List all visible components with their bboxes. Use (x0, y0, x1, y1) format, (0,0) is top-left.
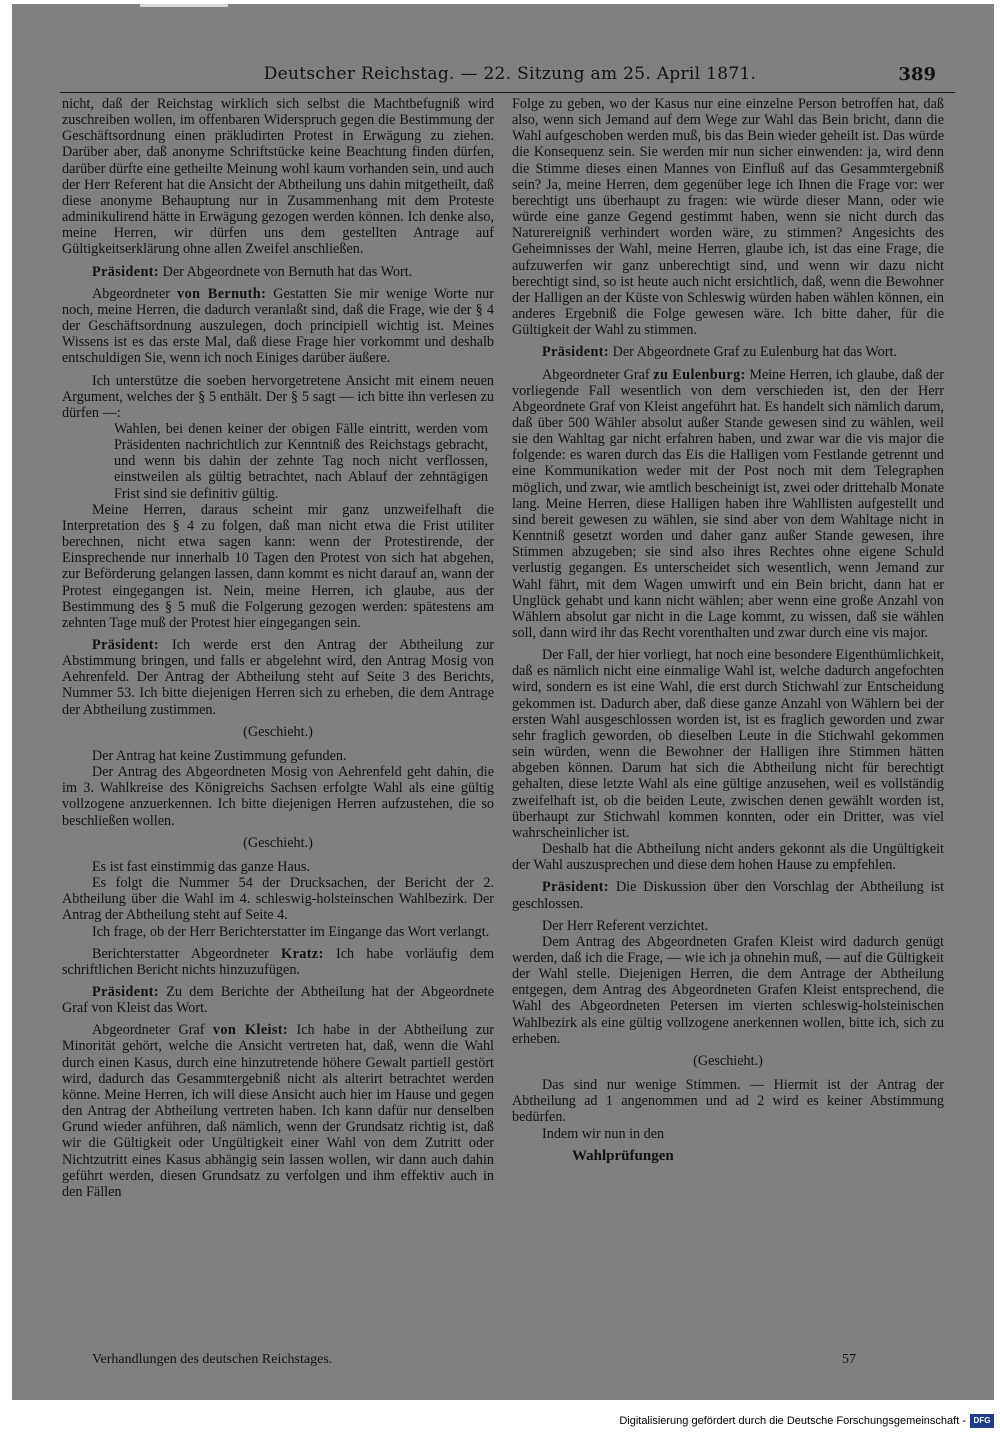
header-rule (60, 92, 955, 93)
speech-text: Ich habe in der Abtheilung zur Minorität gehört, welche die Ansicht vertreten hat, daß, wenn die Wahl durch einen Kasus, durch eine hinzutretende höhere Gewalt partiell gestört wird, dadurch das Gesammtergebniß nicht als alterirt betrachtet werden könne. Meine Herren, ich will diese Ansicht auch hier im Hause und gegen den Antrag der Abtheilung vertreten haben. Ich kann dafür nur denselben Grund wieder anführen, daß nämlich, wenn der Grundsatz richtig ist, daß wir die Gültigkeit oder Ungültigkeit einer Wahl von dem Zutritt oder Nichtzutritt eines Kasus abhängig sein lassen wollen, wir dann auch dahin geführt werden, diesen Grundsatz zu verfolgen und ihm effektiv auch in den Fällen (62, 1022, 495, 1200)
speech-paragraph (62, 264, 494, 280)
quoted-rule: Wahlen, bei denen keiner der obigen Fälle eintritt, werden vom Präsidenten nachrichtlich zur Kenntniß des Reichstags gebracht, und wenn bis dahin der zehnte Tag noch nicht verflossen, einstweilen als gültig betrachtet, nach Ablauf der zehntägigen Frist sind sie definitiv gültig. (114, 420, 488, 502)
speech-paragraph (512, 344, 944, 360)
paragraph: Der Herr Referent verzichtet. (542, 917, 709, 934)
speaker-name: von Bernuth: (177, 285, 267, 302)
continued-paragraph: Folge zu geben, wo der Kasus nur eine einzelne Person betroffen hat, daß also, wenn sich Jemand auf dem Wege zur Wahl das Bein bricht, dann die Wahl aufgeschoben werden muß, bis das Bein wieder geheilt ist. Das würde die Konsequenz sein. Sie werden mir nun sicher einwenden: ja, wird denn die Stimme dieses einen Mannes von Einfluß auf das Gesammtergebniß sein? Ja, meine Herren, dem gegenüber lege ich Ihnen die Frage vor: wer berechtigt uns überhaupt zu fragen: wie würde dieser Mann, oder wie würde eine ganze Gegend gestimmt haben, wenn sie nicht durch das Naturereigniß verhindert worden wäre, zu stimmen? Angesichts des Geheimnisses der Wahl, meine Herren, glaube ich, ist das eine Frage, die aufzuwerfen wir ganz unberechtigt sind, und wenn wir dazu nicht berechtigt sind, so ist heute auch nicht ersichtlich, daß, wenn die Bewohner der Halligen an der Küste von Schleswig würden haben wählen können, ein anderes Ergebniß die Folge gewesen wäre. Ich bitte daher, für die Gültigkeit der Wahl zu stimmen. (512, 96, 944, 339)
right-column (512, 96, 944, 1170)
speech-paragraph (62, 946, 494, 978)
page-number: 389 (898, 64, 936, 85)
speech-text: Der Abgeordnete Graf zu Eulenburg hat das Wort. (612, 344, 897, 361)
paragraph: Es folgt die Nummer 54 der Drucksachen, der Bericht der 2. Abtheilung über die Wahl im 4. schleswig-holsteinschen Wahlbezirk. Der Antrag der Abtheilung steht auf Seite 4. (62, 875, 494, 924)
speech-text: Zu dem Berichte der Abtheilung hat der Abgeordnete Graf von Kleist das Wort. (62, 983, 494, 1017)
speech-paragraph (512, 367, 944, 642)
speaker-prefix: Abgeordneter Graf (542, 366, 650, 383)
paragraph: Der Antrag des Abgeordneten Mosig von Aehrenfeld geht dahin, die im 3. Wahlkreise des Königreichs Sachsen erfolgte Wahl als eine gültig vollzogene anzuerkennen. Ich bitte diejenigen Herren aufzustehen, die so beschließen wollen. (62, 764, 494, 829)
stage-direction: (Geschieht.) (693, 1052, 763, 1069)
paragraph: Es ist fast einstimmig das ganze Haus. (92, 858, 310, 875)
paragraph: Meine Herren, daraus scheint mir ganz unzweifelhaft die Interpretation des § 4 zu folgen, daß man nicht etwa die Frist utiliter berechnen, nicht etwa sagen kann: wenn der Protestirende, der Einsprechende nur innerhalb 10 Tagen den Protest von sich hat abgehen, zur Beförderung gelangen lassen, dann kommt es nicht darauf an, wann der Protest eingegangen ist. Nein, meine Herren, ich glaube, aus der Bestimmung des § 5 muß die Folgerung gezogen werden: spätestens am zehnten Tage muß der Protest hier eingegangen sein. (62, 501, 494, 631)
speech-text: Meine Herren, ich glaube, daß der vorliegende Fall wesentlich von dem verschieden ist, den der Herr Abgeordnete Graf von Kleist angeführt hat. Es handelt sich nämlich darum, daß über 500 Wähler absolut außer Stande gewesen sind zu wählen, weil sie den Wahltag gar nicht erfahren haben, und zwar war die vis major die folgende: es waren durch das Eis die Halligen vom Festlande getrennt und eine Kommunikation weder mit der Post noch mit dem Telegraphen möglich, und zwar, wie amtlich bescheinigt ist, zwei oder drittehalb Monate lang. Meine Herren, diese Halligen haben ihre Wahllisten aufgestellt und sind bereit gewesen zu wählen, sie sind aber von dem Wahltage nicht in Kenntniß gesetzt worden und daher ganz außer Stande gewesen, ihre Stimmen abzugeben; sie sind also ihres Rechtes ohne eigene Schuld verlustig gegangen. Es unterscheidet sich wesentlich, wenn Jemand zur Wahl fährt, mit dem Wagen umwirft und ein Bein bricht, dann hat er Unglück gehabt und kann nicht wählen; aber wenn eine große Anzahl von Wählern absolut gar nicht in die Lage kommt, zu wissen, daß sie wählen soll, dann wird ihr das Recht vorenthalten und zwar durch eine vis major. (512, 366, 944, 641)
speaker-name: Präsident: (542, 879, 610, 896)
page-header (70, 62, 950, 90)
speech-text: Ich werde erst den Antrag der Abtheilung zur Abstimmung bringen, und falls er abgelehnt wird, den Antrag Mosig von Aehrenfeld. Der Antrag der Abtheilung steht auf Seite 3 des Berichts, Nummer 53. Ich bitte diejenigen Herren sich zu erheben, die dem Antrage der Abtheilung zustimmen. (62, 637, 495, 718)
speaker-prefix: Abgeordneter Graf (92, 1022, 205, 1039)
stage-direction: (Geschieht.) (243, 834, 313, 851)
speech-paragraph (62, 984, 494, 1016)
speaker-name: Kratz: (281, 945, 324, 962)
paragraph: Ich unterstütze die soeben hervorgetretene Ansicht mit einem neuen Argument, welches der § 5 enthält. Der § 5 sagt — ich bitte ihn verlesen zu dürfen —: (62, 372, 494, 421)
continued-paragraph: nicht, daß der Reichstag wirklich sich selbst die Machtbefugniß wird zuschreiben wollen, im offenbaren Widerspruch gegen die Bestimmung der Geschäftsordnung einen präkludirten Protest in Erwägung zu ziehen. Darüber aber, daß anonyme Schriftstücke keine Beachtung finden dürfen, darüber dürfte eine getheilte Meinung wohl kaum vorhanden sein, und auch der Herr Referent hat die Ansicht der Abtheilung uns dahin mitgetheilt, daß diese anonyme Behauptung nur in Zusammenhang mit dem Proteste adminikulirend hätte in Erwägung gezogen werden können. Ich denke also, meine Herren, wir dürfen uns dem gestellten Antrage auf Gültigkeitserklärung ohne allen Zweifel anschließen. (62, 96, 494, 258)
paragraph: Der Fall, der hier vorliegt, hat noch eine besondere Eigenthümlichkeit, daß es nämlich nicht eine einmalige Wahl ist, welche dadurch angefochten wird, sondern es ist eine Wahl, die erst durch Stichwahl zur Entscheidung gekommen ist. Dadurch aber, daß diese ganze Anzahl von Wählern bei der ersten Wahl ausgeschlossen worden ist, ist es fraglich geworden und zwar sehr fraglich geworden, ob dieselben Leute in die Stichwahl gekommen sein würden, wenn die Bewohner der Halligen ihre Stimmen hätten abgeben können. Darum hat sich die Abtheilung nicht für berechtigt gehalten, diese letzte Wahl als eine gültige anzusehen, weil es vollständig zweifelhaft ist, ob die beiden Leute, zwischen denen gewählt worden ist, überhaupt zur Stichwahl kommen konnten, oder ein Dritter, was viel wahrscheinlicher ist. (512, 647, 944, 841)
speaker-name: Präsident: (92, 263, 160, 280)
speech-paragraph (62, 286, 494, 367)
stage-direction: (Geschieht.) (243, 723, 313, 740)
footer-publication: Verhandlungen des deutschen Reichstages. (92, 1352, 333, 1367)
speaker-name: Präsident: (92, 983, 160, 1000)
speech-text: Gestatten Sie mir wenige Worte nur noch, meine Herren, die dadurch veranlaßt sind, daß die Frage, wie der § 4 der Geschäftsordnung auszulegen, doch principiell wichtig ist. Meines Wissens ist es das erste Mal, daß diese Frage hier vorkommt und deshalb entschuldigen Sie, wenn ich noch Einiges darüber äußere. (62, 285, 495, 367)
speaker-name: Präsident: (92, 637, 160, 653)
digitization-credit: Digitalisierung gefördert durch die Deutsche Forschungsgemeinschaft - (619, 1415, 966, 1427)
paragraph: Indem wir nun in den (542, 1125, 665, 1142)
speech-text: Der Abgeordnete von Bernuth hat das Wort. (162, 263, 413, 280)
dfg-logo: DFG (970, 1414, 994, 1428)
speech-text: Ich habe vorläufig dem schriftlichen Bericht nichts hinzuzufügen. (62, 945, 495, 978)
paragraph: Das sind nur wenige Stimmen. — Hiermit ist der Antrag der Abtheilung ad 1 angenommen und ad 2 wird es keiner Abstimmung bedürfen. (512, 1077, 944, 1126)
footer-sheet-number: 57 (842, 1352, 856, 1367)
speech-text: Die Diskussion über den Vorschlag der Abtheilung ist geschlossen. (512, 879, 945, 912)
speaker-name: Präsident: (542, 344, 610, 361)
speaker-name: von Kleist: (212, 1022, 289, 1039)
running-title: Deutscher Reichstag. — 22. Sitzung am 25. April 1871. (263, 64, 757, 84)
scan-edge-mark (140, 4, 228, 7)
paragraph: Dem Antrag des Abgeordneten Grafen Kleist wird dadurch genügt werden, daß ich die Frage, — wie ich ja ohnehin muß, — auf die Gültigkeit der Wahl stelle. Diejenigen Herren, die dem Antrage der Abtheilung entgegen, dem Antrag des Abgeordneten Grafen Kleist entsprechend, die Wahl des Abgeordneten Petersen im vierten schleswig-holsteinischen Wahlbezirk als eine gültig vollzogene anerkennen wollen, bitte ich, sich zu erheben. (512, 933, 944, 1047)
speech-paragraph (512, 879, 944, 911)
section-heading: Wahlprüfungen (572, 1147, 674, 1164)
speaker-prefix: Abgeordneter (92, 285, 170, 302)
left-column (62, 96, 494, 1206)
speaker-name: zu Eulenburg: (653, 366, 746, 383)
speech-paragraph (62, 1022, 494, 1200)
paragraph: Deshalb hat die Abtheilung nicht anders gekonnt als die Ungültigkeit der Wahl auszusprechen und diese dem hohen Hause zu empfehlen. (512, 841, 944, 874)
paragraph: Der Antrag hat keine Zustimmung gefunden. (92, 747, 347, 764)
speech-paragraph (62, 637, 494, 718)
speaker-prefix: Berichterstatter Abgeordneter (92, 945, 269, 962)
paragraph: Ich frage, ob der Herr Berichterstatter im Eingange das Wort verlangt. (92, 923, 490, 940)
